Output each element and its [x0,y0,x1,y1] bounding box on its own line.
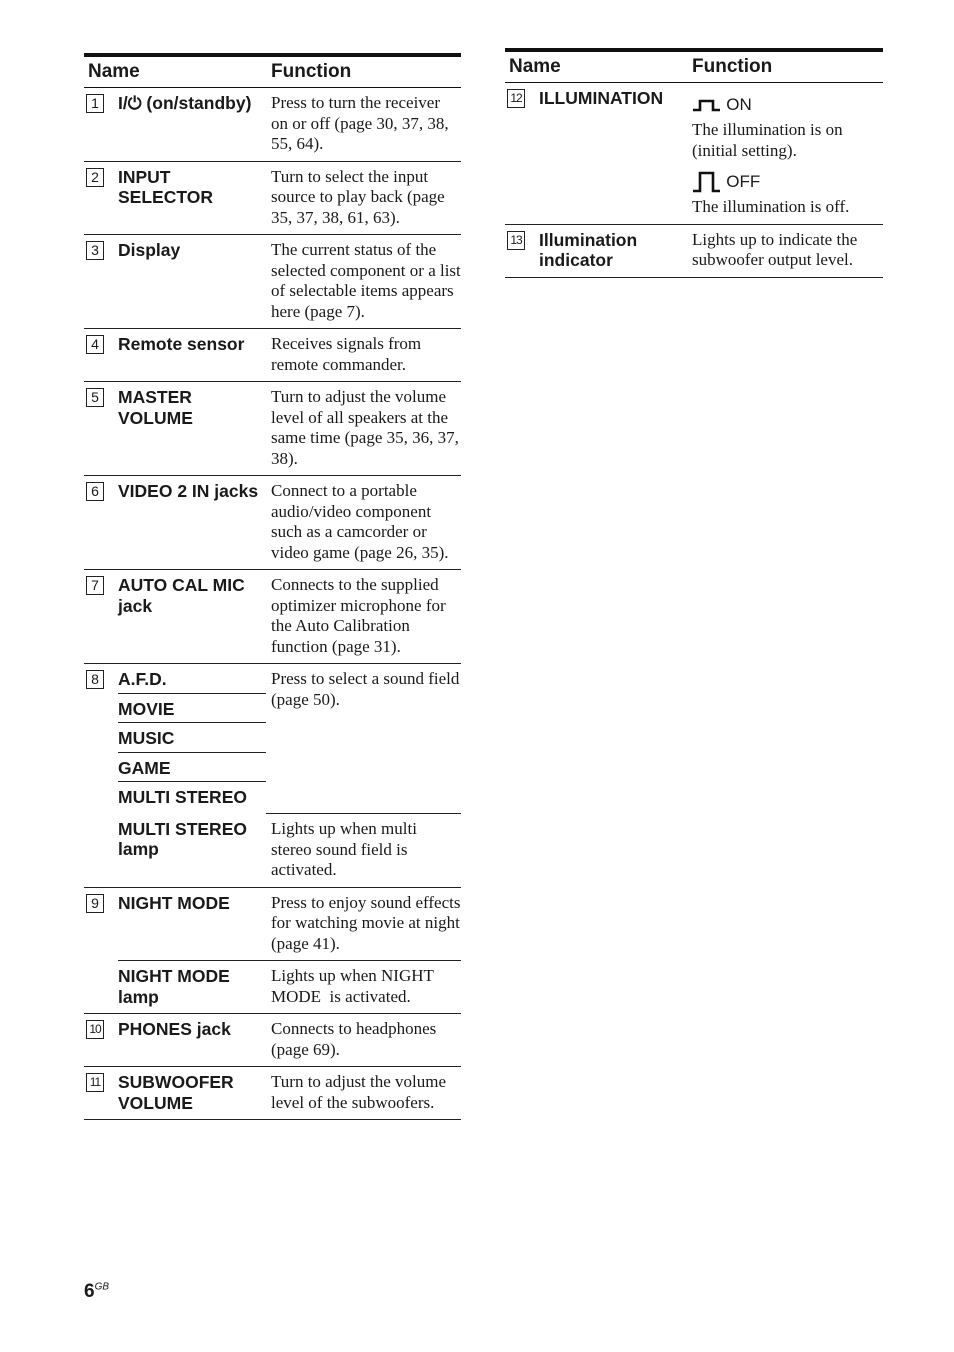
item-function: Turn to adjust the volume level of all speakers at the same time (page 35, 36, 37, 38). [266,382,461,476]
item-number: 6 [86,482,104,501]
item-function-night-mode: Press to enjoy sound effects for watching movie at night (page 41). [266,887,461,961]
item-name: Remote sensor [118,329,266,382]
item-number: 13 [507,231,525,250]
item-number: 5 [86,388,104,407]
table-row [505,83,883,225]
item-function: Press to turn the receiver on or off (page 30, 37, 38, 55, 64). [266,88,461,162]
item-function: Receives signals from remote commander. [266,329,461,382]
item-function: Turn to select the input source to play back (page 35, 37, 38, 61, 63). [266,161,461,235]
item-name-movie: MOVIE [118,693,266,723]
item-function: The current status of the selected component or a list of selectable items appears here (page 7). [266,235,461,329]
page-number [84,1281,109,1303]
function-header: Function [687,50,883,83]
table-row [84,235,461,329]
table-row [84,1014,461,1067]
item-name: VIDEO 2 IN jacks [118,476,266,570]
illumination-off-row [692,171,883,195]
item-number: 1 [86,94,104,113]
name-header: Name [505,50,687,83]
item-name: INPUT SELECTOR [118,161,266,235]
item-function: Turn to adjust the volume level of the subwoofers. [266,1067,461,1120]
item-name-multi-stereo-lamp: MULTI STEREO lamp [118,814,266,888]
item-number: 3 [86,241,104,260]
item-number: 9 [86,894,104,913]
illumination-on-icon [692,97,722,113]
item-function-night-mode-lamp: Lights up when NIGHT MODE is activated. [266,961,461,1014]
table-row [84,382,461,476]
item-number: 10 [86,1020,104,1039]
table-row [84,329,461,382]
item-function-multi-stereo-lamp: Lights up when multi stereo sound field is activated. [266,814,461,888]
page-number-value: 6 [84,1281,95,1302]
right-function-table [505,48,883,278]
table-row [84,887,461,961]
item-function: Connect to a portable audio/video component such as a camcorder or video game (page 26, 35). [266,476,461,570]
name-header: Name [84,55,266,88]
item-number: 12 [507,89,525,108]
item-name-night-mode: NIGHT MODE [118,887,266,961]
item-function: Lights up to indicate the subwoofer output level. [687,224,883,277]
item-name: Display [118,235,266,329]
item-number: 8 [86,670,104,689]
item-name: MASTER VOLUME [118,382,266,476]
item-number: 7 [86,576,104,595]
item-name: Illumination indicator [539,224,687,277]
illumination-on-text: The illumination is on (initial setting). [692,120,843,160]
item-name-night-mode-lamp: NIGHT MODE lamp [118,961,266,1014]
illumination-off-text: The illumination is off. [692,197,850,216]
item-name-music: MUSIC [118,723,266,753]
item-name: AUTO CAL MIC jack [118,570,266,664]
item-function [687,83,883,225]
item-name-afd: A.F.D. [118,664,266,694]
table-row [84,664,461,694]
item-name: PHONES jack [118,1014,266,1067]
item-name: I/⏻ (on/standby) [118,88,266,162]
item-name-multi-stereo: MULTI STEREO [118,787,247,807]
item-function-sound-field: Press to select a sound field (page 50). [266,664,461,814]
function-header: Function [266,55,461,88]
table-row [84,1067,461,1120]
item-function: Connects to the supplied optimizer microphone for the Auto Calibration function (page 31). [266,570,461,664]
table-row [505,224,883,277]
table-row [84,476,461,570]
table-row [84,88,461,162]
illumination-off-label: OFF [726,171,761,191]
item-name: ILLUMINATION [539,83,687,225]
page-number-suffix: GB [94,1281,110,1293]
illumination-on-row [692,94,883,118]
left-function-table [84,53,461,1120]
item-name-game: GAME [118,752,266,782]
table-row [84,570,461,664]
item-number: 2 [86,168,104,187]
table-row [84,161,461,235]
illumination-on-label: ON [726,94,752,114]
item-function: Connects to headphones (page 69). [266,1014,461,1067]
illumination-off-icon [692,171,722,193]
item-number: 4 [86,335,104,354]
item-number: 11 [86,1073,104,1092]
item-name: SUBWOOFER VOLUME [118,1067,266,1120]
